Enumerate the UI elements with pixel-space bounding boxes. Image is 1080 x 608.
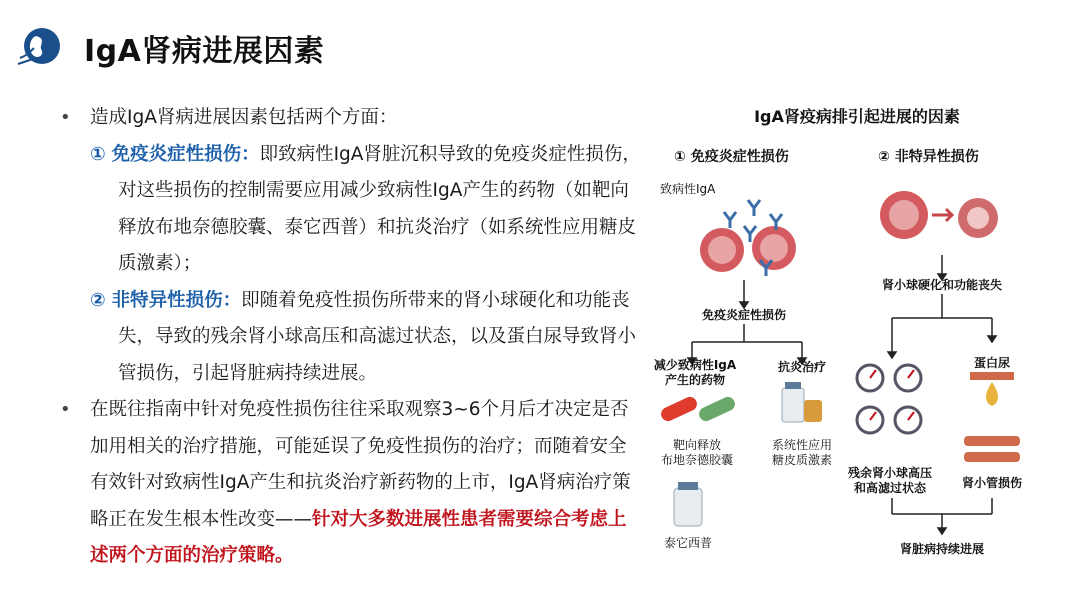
tubule-icons — [964, 436, 1020, 462]
factor-nonspecific — [56, 283, 641, 393]
intro-text: 造成IgA肾病进展因素包括两个方面： — [90, 107, 398, 128]
factor-text: 即致病性IgA肾脏沉积导致的免疫炎症性损伤，对这些损伤的控制需要应用减少致病性IgA产生的药物（如靶向释放布地奈德胶囊、泰它西普）和抗炎治疗（如系统性应用糖皮质激素）； — [118, 143, 641, 274]
factor-text: 即随着免疫性损伤所带来的肾小球硬化和功能丧失，导致的残余肾小球高压和高滤过状态，以及蛋白尿导致肾小管损伤，引起肾脏病持续进展。 — [118, 289, 637, 384]
bullet-intro — [56, 100, 641, 137]
proteinuria-drop-icon — [986, 382, 998, 406]
immune-injury-label: 免疫炎症性损伤 — [701, 308, 786, 322]
strategy-text: 在既往指南中针对免疫性损伤往往采取观察3~6个月后才决定是否加用相关的治疗措施，可能延误了免疫性损伤的治疗；而随着安全有效针对致病性IgA产生和抗炎治疗新药物的上市，IgA肾病治疗策略正在发生根本性改变—— — [90, 399, 631, 530]
bullet-dot: • — [60, 399, 71, 420]
bullet-dot: • — [60, 107, 71, 128]
main-text — [56, 100, 641, 575]
factor-number: ① — [90, 143, 106, 165]
kidney-logo-icon — [16, 22, 60, 70]
glucocorticoid-label: 系统性应用 糖皮质激素 — [771, 438, 832, 467]
left-column-heading: ① 免疫炎症性损伤 — [674, 149, 789, 165]
capsule-icons — [659, 395, 737, 424]
anti-inflammatory-label: 抗炎治疗 — [777, 360, 826, 374]
figure-title: IgA肾疫病排引起进展的因素 — [754, 107, 960, 126]
factor-immune — [56, 137, 641, 283]
pressure-gauge-icons — [857, 365, 921, 433]
reduce-iga-label: 减少致病性IgA 产生的药物 — [653, 358, 737, 387]
factors-figure — [652, 90, 1062, 576]
factor-number: ② — [90, 289, 106, 311]
strategy-highlight: 针对大多数进展性患者需要综合考虑上述两个方面的治疗策略。 — [90, 508, 627, 566]
bullet-strategy — [56, 392, 641, 575]
telitacicept-label: 泰它西普 — [663, 536, 712, 550]
sclerosis-label: 肾小球硬化和功能丧失 — [881, 278, 1002, 292]
tubular-injury-label: 肾小管损伤 — [961, 476, 1022, 490]
proteinuria-label: 蛋白尿 — [973, 356, 1010, 370]
factor-term: 免疫炎症性损伤： — [111, 143, 260, 165]
factor-term: 非特异性损伤： — [111, 289, 242, 311]
page-title: IgA肾病进展因素 — [84, 34, 325, 69]
right-column-heading: ② 非特异性损伤 — [878, 149, 979, 165]
progression-label: 肾脏病持续进展 — [899, 542, 984, 556]
hyperfiltration-label: 残余肾小球高压 和高滤过状态 — [847, 466, 932, 495]
iga-label: 致病性IgA — [660, 182, 716, 196]
budesonide-label: 靶向释放 布地奈德胶囊 — [660, 438, 733, 467]
